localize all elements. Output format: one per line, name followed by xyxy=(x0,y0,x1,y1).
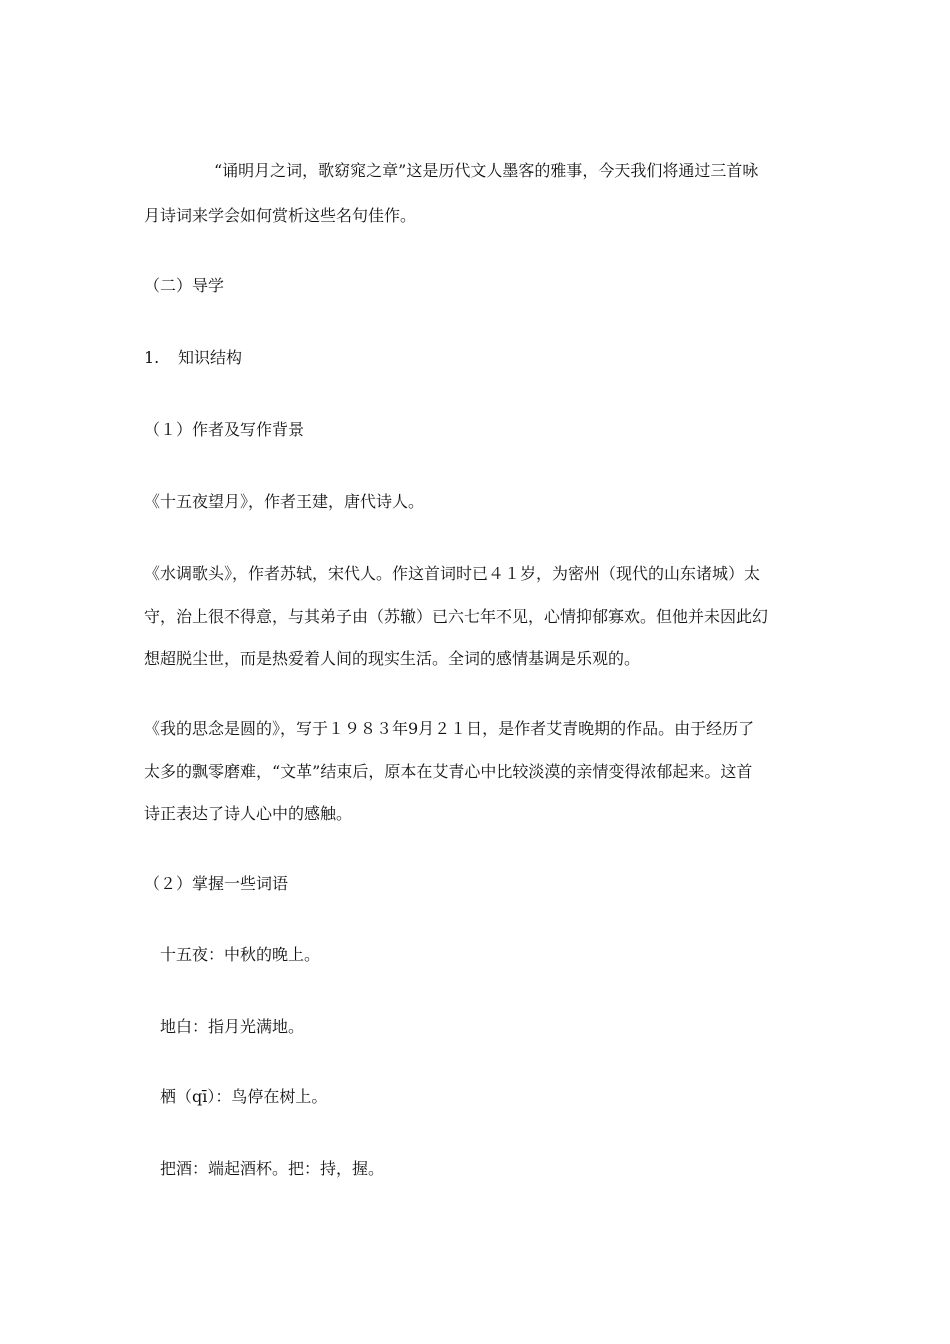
list-number: 1. xyxy=(144,348,160,367)
glossary-item: 地白：指月光满地。 xyxy=(160,1017,305,1036)
paragraph-shiwuye: 《十五夜望月》，作者王建，唐代诗人。 xyxy=(144,492,425,511)
subsection-vocabulary-heading: （２）掌握一些词语 xyxy=(144,874,289,893)
glossary-item: 栖（qī）：鸟停在树上。 xyxy=(160,1087,328,1106)
paragraph-wodesinian-line-1: 《我的思念是圆的》，写于１９８３年9月２１日，是作者艾青晚期的作品。由于经历了 xyxy=(144,719,755,738)
knowledge-structure-title: 知识结构 xyxy=(178,348,243,367)
section-heading-daoxue: （二）导学 xyxy=(144,276,225,295)
paragraph-wodesinian-line-2: 太多的飘零磨难，“文革”结束后，原本在艾青心中比较淡漠的亲情变得浓郁起来。这首 xyxy=(144,762,753,781)
knowledge-structure-heading xyxy=(144,349,814,367)
paragraph-wodesinian-line-3: 诗正表达了诗人心中的感触。 xyxy=(144,804,353,823)
paragraph-shuidiaogetou-line-3: 想超脱尘世，而是热爱着人间的现实生活。全词的感情基调是乐观的。 xyxy=(144,649,641,668)
glossary-item: 把酒：端起酒杯。把：持，握。 xyxy=(160,1159,385,1178)
subsection-author-background-heading: （１）作者及写作背景 xyxy=(144,420,305,439)
paragraph-shuidiaogetou-line-1: 《水调歌头》，作者苏轼，宋代人。作这首词时已４１岁，为密州（现代的山东诸城）太 xyxy=(144,564,761,583)
intro-line-2: 月诗词来学会如何赏析这些名句佳作。 xyxy=(144,206,417,225)
paragraph-shuidiaogetou-line-2: 守，治上很不得意，与其弟子由（苏辙）已六七年不见，心情抑郁寡欢。但他并未因此幻 xyxy=(144,607,769,626)
intro-line-1: “诵明月之词，歌窈窕之章”这是历代文人墨客的雅事，今天我们将通过三首咏 xyxy=(214,161,759,180)
glossary-item: 十五夜：中秋的晚上。 xyxy=(160,945,321,964)
